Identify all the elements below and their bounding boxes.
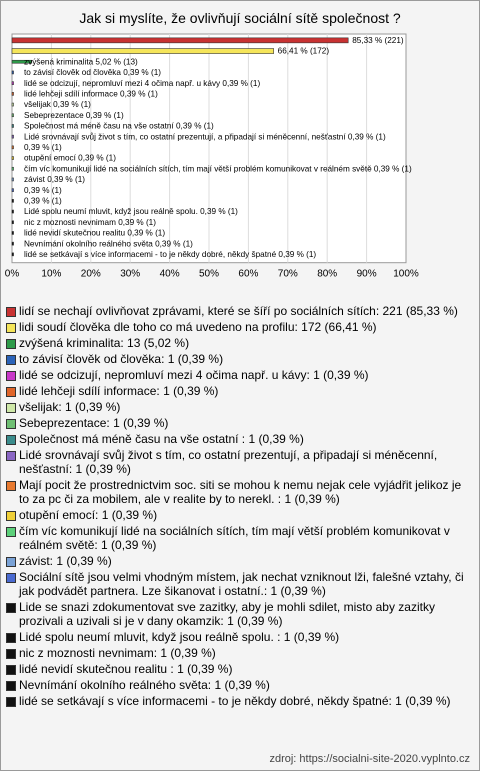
- bar: [12, 221, 14, 224]
- legend-swatch: [6, 403, 16, 413]
- legend-label: Společnost má méně času na vše ostatní : 1 (0,39 %): [19, 432, 304, 446]
- legend-label: všelijak: 1 (0,39 %): [19, 400, 121, 414]
- bar-value-label: otupění emocí 0,39 % (1): [24, 153, 116, 163]
- bar: [12, 189, 14, 192]
- legend-label: zvýšená kriminalita: 13 (5,02 %): [19, 336, 190, 350]
- bar-value-label: 0,39 % (1): [24, 143, 62, 152]
- legend-swatch: [6, 387, 16, 397]
- legend-swatch: [6, 511, 16, 521]
- x-tick-label: 100%: [393, 268, 419, 280]
- legend-entry: [6, 400, 474, 414]
- legend-label: lidé nevidí skutečnou realitu : 1 (0,39 %): [19, 662, 233, 676]
- legend-entry: [6, 416, 474, 430]
- legend-entry: [6, 304, 474, 318]
- legend-entry: [6, 662, 474, 676]
- legend-label: Sociální sítě jsou velmi vhodným místem, jak nechat vzniknout lži, falešné vztahy, či jak podvádět partnera. Lze šikanovat i ostatní.: 1 (0,39 %): [19, 570, 464, 598]
- legend-entry: [6, 336, 474, 350]
- legend-label: Lidé srovnávají svůj život s tím, co ostatní prezentují, a připadají si méněcenní, nešťastní: 1 (0,39 %): [19, 448, 438, 476]
- x-tick-label: 50%: [198, 268, 220, 280]
- bar: [12, 71, 14, 74]
- legend-swatch: [6, 633, 16, 643]
- legend-label: to závisí člověk od člověka: 1 (0,39 %): [19, 352, 224, 366]
- bar-value-label: 66,41 % (172): [277, 46, 330, 56]
- legend-entry: [6, 352, 474, 366]
- legend-swatch: [6, 451, 16, 461]
- chart-legend: [6, 304, 474, 710]
- legend-label: závist: 1 (0,39 %): [19, 554, 112, 568]
- legend-entry: [6, 448, 474, 476]
- bar: [12, 199, 14, 202]
- legend-swatch: [6, 435, 16, 445]
- bar: [12, 114, 14, 117]
- bar-value-label: všelijak 0,39 % (1): [24, 100, 91, 110]
- legend-label: Lidé spolu neumí mluvit, když jsou reálně spolu. : 1 (0,39 %): [19, 630, 340, 644]
- legend-label: čím víc komunikují lidé na sociálních sítích, tím mají větší problém komunikovat v reálném světě: 1 (0,39 %): [19, 524, 450, 552]
- bar-plot: [0, 0, 480, 300]
- legend-swatch: [6, 339, 16, 349]
- x-tick-label: 10%: [41, 268, 62, 280]
- legend-swatch: [6, 573, 16, 583]
- x-tick-label: 80%: [317, 268, 338, 280]
- bar-value-label: 0,39 % (1): [24, 196, 62, 206]
- bar: [12, 253, 14, 256]
- bar: [12, 124, 14, 127]
- legend-entry: [6, 508, 474, 522]
- legend-entry: [6, 600, 474, 628]
- bar-value-label: Společnost má méně času na vše ostatní 0,39 % (1): [24, 121, 214, 131]
- bar-value-label: Lidé spolu neumí mluvit, když jsou reálně spolu. 0,39 % (1): [24, 207, 238, 217]
- legend-swatch: [6, 649, 16, 659]
- bar: [12, 178, 14, 181]
- legend-entry: [6, 630, 474, 644]
- bar: [12, 38, 348, 43]
- bar: [12, 210, 14, 213]
- bar: [12, 242, 14, 245]
- x-tick-label: 20%: [80, 268, 101, 280]
- bar-value-label: 85,33 % (221): [352, 36, 404, 45]
- x-tick-label: 40%: [159, 268, 180, 280]
- legend-label: otupění emocí: 1 (0,39 %): [19, 508, 158, 522]
- bar-value-label: lidé se setkávají s více informacemi - to je někdy dobré, někdy špatné 0,39 % (1): [24, 250, 317, 259]
- x-tick-label: 90%: [356, 268, 377, 280]
- bar-value-label: zvýšená kriminalita 5,02 % (13): [24, 57, 138, 67]
- legend-swatch: [6, 371, 16, 381]
- bar-value-label: lidé lehčeji sdílí informace 0,39 % (1): [24, 89, 158, 99]
- bar: [12, 92, 14, 95]
- legend-swatch: [6, 355, 16, 365]
- legend-entry: [6, 524, 474, 552]
- bar: [12, 82, 14, 85]
- x-tick-label: 60%: [238, 268, 259, 280]
- legend-entry: [6, 432, 474, 446]
- bar-value-label: čím víc komunikují lidé na sociálních sítích, tím mají větší problém komunikovat v reálném světě 0,39 % (1): [24, 164, 412, 174]
- legend-label: Nevnímání okolního reálného světa: 1 (0,39 %): [19, 678, 270, 692]
- bar: [12, 157, 14, 160]
- bar-value-label: to závisí člověk od člověka 0,39 % (1): [24, 68, 161, 78]
- legend-label: lidí se nechají ovlivňovat zprávami, které se šíří po sociálních sítích: 221 (85,33 %): [19, 304, 458, 318]
- legend-label: lidé se setkávají s více informacemi - to je někdy dobré, někdy špatné: 1 (0,39 %): [19, 694, 451, 708]
- bar: [12, 146, 14, 149]
- bar: [12, 103, 14, 106]
- legend-entry: [6, 554, 474, 568]
- bar-value-label: 0,39 % (1): [24, 185, 62, 195]
- legend-entry: [6, 384, 474, 398]
- legend-label: nic z moznosti nevnimam: 1 (0,39 %): [19, 646, 216, 660]
- legend-entry: [6, 320, 474, 334]
- x-tick-label: 30%: [120, 268, 141, 280]
- bar-value-label: Sebeprezentace 0,39 % (1): [24, 110, 124, 120]
- legend-swatch: [6, 665, 16, 675]
- legend-swatch: [6, 481, 16, 491]
- legend-entry: [6, 646, 474, 660]
- legend-swatch: [6, 419, 16, 429]
- source-credit: zdroj: https://socialni-site-2020.vyplnto.cz: [269, 753, 470, 765]
- legend-label: lidé lehčeji sdílí informace: 1 (0,39 %): [19, 384, 219, 398]
- legend-entry: [6, 678, 474, 692]
- legend-label: Sebeprezentace: 1 (0,39 %): [19, 416, 169, 430]
- legend-label: Lide se snazi zdokumentovat sve zazitky, aby je mohli sdilet, misto aby zazitky prozivali a uzivali si je v dany okamzik: 1 (0,39 %): [19, 600, 435, 628]
- bar-value-label: závist 0,39 % (1): [24, 175, 85, 185]
- bar: [12, 231, 14, 234]
- legend-swatch: [6, 557, 16, 567]
- legend-label: lidé se odcizují, nepromluví mezi 4 očima např. u kávy: 1 (0,39 %): [19, 368, 369, 382]
- x-tick-label: 0%: [4, 268, 20, 280]
- legend-swatch: [6, 603, 16, 613]
- legend-swatch: [6, 697, 16, 707]
- legend-swatch: [6, 307, 16, 317]
- legend-entry: [6, 478, 474, 506]
- bar-value-label: Lidé srovnávají svůj život s tím, co ostatní prezentují, a připadají si méněcenní, nešťastní 0,39 % (1): [24, 132, 386, 142]
- legend-entry: [6, 694, 474, 708]
- bar: [12, 49, 274, 54]
- chart-title: Jak si myslíte, že ovlivňují sociální sítě společnost ?: [79, 10, 401, 26]
- bar-value-label: Nevnímání okolního reálného světa 0,39 % (1): [24, 239, 193, 249]
- x-tick-label: 70%: [277, 268, 298, 280]
- legend-swatch: [6, 323, 16, 333]
- bar: [12, 135, 14, 138]
- legend-swatch: [6, 681, 16, 691]
- legend-swatch: [6, 527, 16, 537]
- legend-label: lidi soudí člověka dle toho co má uvedeno na profilu: 172 (66,41 %): [19, 320, 377, 334]
- legend-entry: [6, 368, 474, 382]
- legend-label: Mají pocit že prostrednictvim soc. siti se mohou k nemu nejak cele vyjádřit jelikoz je to za pc či za mobilem, ale v realite by to nerekl. : 1 (0,39 %): [19, 478, 462, 506]
- bar-value-label: lidé se odcizují, nepromluví mezi 4 očima např. u kávy 0,39 % (1): [24, 78, 261, 88]
- bar: [12, 167, 14, 170]
- bar-value-label: lidé nevidí skutečnou realitu 0,39 % (1): [24, 228, 166, 238]
- bar-value-label: nic z moznosti nevnimam 0,39 % (1): [24, 217, 156, 227]
- legend-entry: [6, 570, 474, 598]
